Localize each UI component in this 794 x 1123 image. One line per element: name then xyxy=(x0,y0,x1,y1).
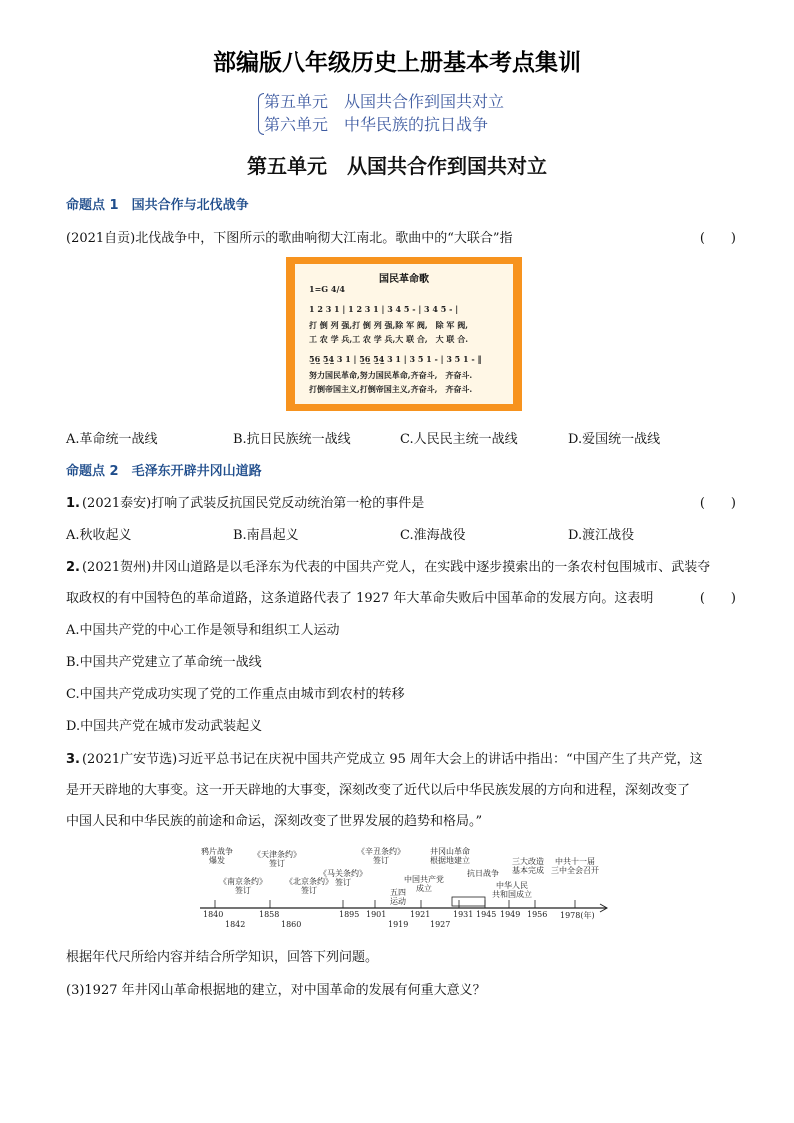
answer-blank: ( ) xyxy=(699,496,736,511)
timeline-year: 1840 xyxy=(203,910,224,919)
timeline-event: 《辛丑条约》 签订 xyxy=(357,847,405,865)
timeline-year: 1919 xyxy=(388,920,409,929)
timeline-year: 1931 xyxy=(453,910,474,919)
unit-six: 第六单元 中华民族的抗日战争 xyxy=(264,115,489,134)
question-0 xyxy=(66,227,736,246)
timeline-year: 1842 xyxy=(225,920,246,929)
timeline-year: 1858 xyxy=(259,910,280,919)
song-line: 5̲6̲ 5̲4̲ 3 1 | 5̲6̲ 5̲4̲ 3 1 | 3 5 1 - | 3 5 1 - ‖ xyxy=(309,354,482,364)
option-c[interactable]: C.中国共产党成功实现了党的工作重点由城市到农村的转移 xyxy=(66,687,405,702)
timeline-year: 1927 xyxy=(430,920,451,929)
timeline-event: 鸦片战争 爆发 xyxy=(201,847,233,865)
timeline-event: 《马关条约》 签订 xyxy=(319,869,367,887)
option-c[interactable]: C.淮海战役 xyxy=(400,528,466,543)
answer-blank: ( ) xyxy=(699,231,736,246)
timeline-event: 抗日战争 xyxy=(467,869,499,878)
timeline-event: 中国共产党 成立 xyxy=(404,875,444,893)
question-3-line2: 是开天辟地的大事变。这一开天辟地的大事变，深刻改变了近代以后中华民族发展的方向和进程，深刻改变了 xyxy=(66,783,691,798)
song-line: 工 农 学 兵,工 农 学 兵,大 联 合, 大 联 合. xyxy=(309,334,468,344)
option-b[interactable]: B.中国共产党建立了革命统一战线 xyxy=(66,655,262,670)
option-c[interactable]: C.人民民主统一战线 xyxy=(400,432,518,447)
timeline-figure xyxy=(195,845,615,930)
page-title: 部编版八年级历史上册基本考点集训 xyxy=(213,50,581,76)
song-title: 国民革命歌 xyxy=(379,274,429,285)
option-a[interactable]: A.革命统一战线 xyxy=(66,432,158,447)
timeline-year: 1901 xyxy=(366,910,387,919)
unit-five: 第五单元 从国共合作到国共对立 xyxy=(264,92,505,111)
option-b[interactable]: B.抗日民族统一战线 xyxy=(233,432,351,447)
timeline-year: 1945 xyxy=(476,910,497,919)
timeline-year: 1956 xyxy=(527,910,548,919)
question-3 xyxy=(66,748,703,767)
question-number: 3. xyxy=(66,752,80,767)
section-title: 第五单元 从国共合作到国共对立 xyxy=(247,154,547,178)
timeline-event: 中共十一届 三中全会召开 xyxy=(551,857,599,875)
timeline-year: 1978(年) xyxy=(560,911,595,920)
option-d[interactable]: D.爱国统一战线 xyxy=(568,432,661,447)
option-a[interactable]: A.秋收起义 xyxy=(66,528,132,543)
timeline-year: 1895 xyxy=(339,910,360,919)
song-sheet xyxy=(295,264,513,404)
question-3-prompt: 根据年代尺所给内容并结合所学知识，回答下列问题。 xyxy=(66,950,379,965)
question-3-sub: (3)1927 年井冈山革命根据地的建立，对中国革命的发展有何重大意义？ xyxy=(66,983,486,998)
question-2-line1: (2021贺州)井冈山道路是以毛泽东为代表的中国共产党人，在实践中逐步摸索出的一条农村包围城市、武装夺 xyxy=(81,560,711,575)
question-2 xyxy=(66,556,746,575)
timeline-year: 1921 xyxy=(410,910,431,919)
timeline-event: 《南京条约》 签订 xyxy=(219,877,267,895)
option-d[interactable]: D.渡江战役 xyxy=(568,528,635,543)
question-number: 1. xyxy=(66,496,80,511)
question-1-text: (2021泰安)打响了武装反抗国民党反动统治第一枪的事件是 xyxy=(81,496,425,511)
option-d[interactable]: D.中国共产党在城市发动武装起义 xyxy=(66,719,263,734)
question-2-line2: 取政权的有中国特色的革命道路，这条道路代表了 1927 年大革命失败后中国革命的发展方向。这表明 xyxy=(66,591,654,606)
song-line: 1 2 3 1 | 1 2 3 1 | 3 4 5 - | 3 4 5 - | xyxy=(309,304,459,314)
song-image xyxy=(286,257,522,411)
timeline-year: 1949 xyxy=(500,910,521,919)
timeline-event: 《北京条约》 签订 xyxy=(285,877,333,895)
song-line: 打 倒 列 强,打 倒 列 强,除 军 阀, 除 军 阀, xyxy=(309,320,468,330)
timeline-year: 1860 xyxy=(281,920,302,929)
song-line: 打倒帝国主义,打倒帝国主义,齐奋斗, 齐奋斗. xyxy=(309,384,473,394)
question-number: 2. xyxy=(66,560,80,575)
timeline-event: 《天津条约》 签订 xyxy=(253,850,301,868)
timeline-event: 中华人民 共和国成立 xyxy=(492,881,532,899)
timeline-event: 井冈山革命 根据地建立 xyxy=(430,847,470,865)
question-3-line1: (2021广安节选)习近平总书记在庆祝中国共产党成立 95 周年大会上的讲话中指出：“中国产生了共产党，这 xyxy=(81,752,703,767)
option-b[interactable]: B.南昌起义 xyxy=(233,528,299,543)
question-1 xyxy=(66,492,736,511)
unit-list xyxy=(258,90,504,136)
question-3-line3: 中国人民和中华民族的前途和命运，深刻改变了世界发展的趋势和格局。” xyxy=(66,814,483,829)
point-2-heading: 命题点 2 毛泽东开辟井冈山道路 xyxy=(66,464,262,479)
question-2-cont xyxy=(66,587,736,606)
timeline-event: 五四 运动 xyxy=(390,888,406,906)
song-key: 1=G 4/4 xyxy=(309,284,345,294)
timeline-event: 三大改造 基本完成 xyxy=(512,857,544,875)
song-line: 努力国民革命,努力国民革命,齐奋斗, 齐奋斗. xyxy=(309,370,473,380)
question-0-text: (2021自贡)北伐战争中，下图所示的歌曲响彻大江南北。歌曲中的“大联合”指 xyxy=(66,231,513,246)
option-a[interactable]: A.中国共产党的中心工作是领导和组织工人运动 xyxy=(66,623,340,638)
point-1-heading: 命题点 1 国共合作与北伐战争 xyxy=(66,198,249,213)
unit-brace xyxy=(258,93,264,135)
answer-blank: ( ) xyxy=(699,591,736,606)
